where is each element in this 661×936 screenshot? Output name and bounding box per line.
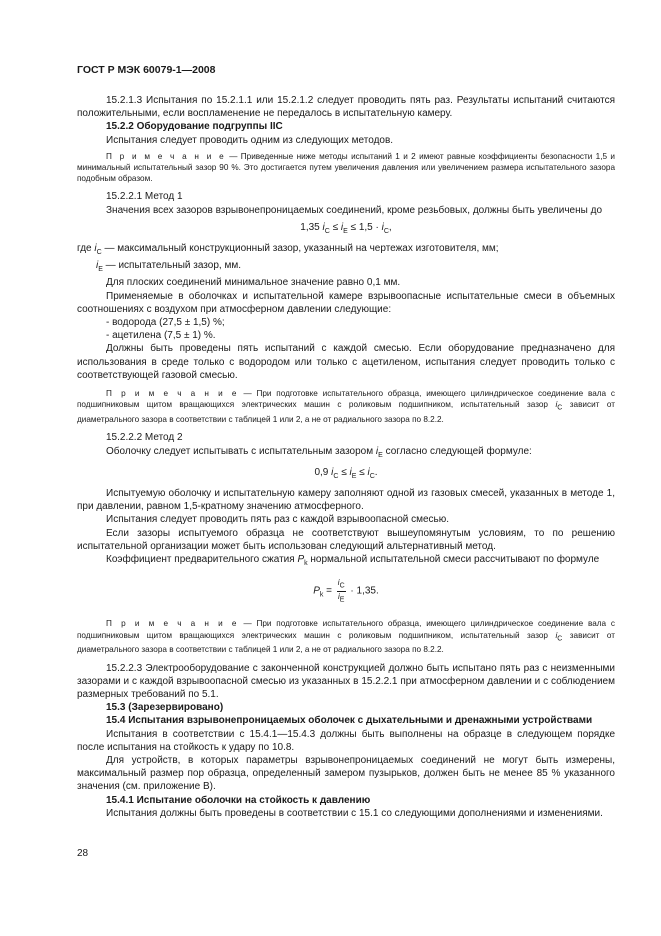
mixture-hydrogen: - водорода (27,5 ± 1,5) %; [106,317,225,329]
heading-15-3: 15.3 (Зарезервировано) [106,702,224,714]
method-1-paragraph: Значения всех зазоров взрывонепроницаемых соединений, кроме резьбовых, должны быть увеличены до [106,204,603,216]
heading-15-4-1: 15.4.1 Испытание оболочки на стойкость к давлению [106,794,371,806]
page-content [77,94,615,820]
note-1-label: П р и м е ч а н и е [106,151,226,161]
formula-3: $P_k$ = $\frac{i_C}{i_E}$ · 1,35. [313,578,379,604]
formula-2: 0,9 $i_C \le i_E \le i_C$. [314,466,378,480]
note-3-label: П р и м е ч а н и е [106,619,239,629]
method-2-paragraph-3: Испытания следует проводить пять раз с каждой взрывоопасной смесью. [106,514,450,526]
method-2-paragraph-1: Оболочку следует испытывать с испытательным зазором $i_E$ согласно следующей формуле: [106,445,532,459]
mixtures-intro: Применяемые в оболочках и испытательной камере взрывоопасные испытательные смеси в объемных соотношениях с воздухом при атмосферном давлении следующие: [77,290,615,315]
note-1 [77,151,615,185]
note-2-label: П р и м е ч а н и е [106,389,239,399]
paragraph-15-2-1-3: 15.2.1.3 Испытания по 15.2.1.1 или 15.2.1.2 следует проводить пять раз. Результаты испытаний считаются положительными, если воспламенение не передалось в испытательную камеру. [77,95,615,120]
paragraph-15-2-2-3: 15.2.2.3 Электрооборудование с законченной конструкцией должно быть испытано пять раз с неизменными зазорами и с каждой взрывоопасной смесью из указанных в 15.2.2.1 при атмосферном давлении и с соблюдением размерных требований по 5.1. [77,662,615,700]
fraction: $\frac{i_C}{i_E}$ [337,578,345,604]
method-1-title: 15.2.2.1 Метод 1 [106,191,183,203]
paragraph-15-4-1: Испытания должны быть проведены в соответствии с 15.1 со следующими дополнениями и изменениями. [106,807,603,819]
method-2-paragraph-2: Испытуемую оболочку и испытательную камеру заполняют одной из газовых смесей, указанных в методе 1, при давлении, равном 1,5-кратному значению атмосферного. [77,487,615,513]
flat-joints-paragraph: Для плоских соединений минимальное значение равно 0,1 мм. [106,277,401,289]
note-2: П р и м е ч а н и е — При подготовке испытательного образца, имеющего цилиндрическое соединение вала с подшипниковым щитом вращающихся электрических машин с роликовым подшипником, испытательный зазор $i_C$ зависит от диаметрального зазора в соответствии с таблицей 1 или 2, а не от радиального зазора по 8.2.2. [77,389,616,425]
method-2-paragraph-5: Коэффициент предварительного сжатия $P_k$ нормальной испытательной смеси рассчитывают по формуле [106,553,600,567]
note-1-text: — Приведенные ниже методы испытаний 1 и 2 имеют равные коэффициенты безопасности 1,5 и минимальный испытательный зазор 90 %. Это достигается путем увеличения давления или увеличением размера испытательного зазора подобным образом. [77,151,615,184]
standard-header: ГОСТ Р МЭК 60079-1—2008 [77,64,216,76]
page-number: 28 [77,848,89,859]
heading-15-4: 15.4 Испытания взрывонепроницаемых оболочек с дыхательными и дренажными устройствами [106,715,593,727]
where-line-2: $i_E$ — испытательный зазор, мм. [96,260,241,274]
paragraph-15-4-b: Для устройств, в которых параметры взрывонепроницаемых соединений не могут быть измерены, максимальный размер пор образца, определенный замером пузырьков, должен быть не менее 85 % указанного значения (см. приложение В). [77,755,615,793]
mixture-acetylene: - ацетилена (7,5 ± 1) %. [106,330,216,342]
method-2-paragraph-4: Если зазоры испытуемого образца не соответствуют вышеупомянутым условиям, то по решению испытательной организации может быть использован следующий альтернативный метод. [77,527,615,552]
five-tests-paragraph: Должны быть проведены пять испытаний с каждой смесью. Если оборудование предназначено для использования в среде только с водородом или только с ацетиленом, испытания следует проводить только с соответствующей газовой смесью. [77,343,615,381]
paragraph-15-4-a: Испытания в соответствии с 15.4.1—15.4.3 должны быть выполнены на образце в следующем порядке после испытания на стойкость к удару по 10.8. [77,728,615,753]
formula-1: 1,35 $i_C \le i_E \le 1,5 \cdot i_C$, [300,221,392,235]
heading-15-2-2: 15.2.2 Оборудование подгруппы IIC [106,121,283,133]
paragraph-methods-intro: Испытания следует проводить одним из следующих методов. [106,134,394,146]
method-2-title: 15.2.2.2 Метод 2 [106,432,183,444]
where-line-1: где $i_C$ — максимальный конструкционный зазор, указанный на чертежах изготовителя, мм; [77,243,499,257]
note-3: П р и м е ч а н и е — При подготовке испытательного образца, имеющего цилиндрическое соединение вала с подшипниковым щитом вращающихся электрических машин с роликовым подшипником, испытательный зазор $i_C$ зависит от диаметрального зазора в соответствии с таблицей 1 или 2, а не от радиального зазора по 8.2.2. [77,619,616,655]
